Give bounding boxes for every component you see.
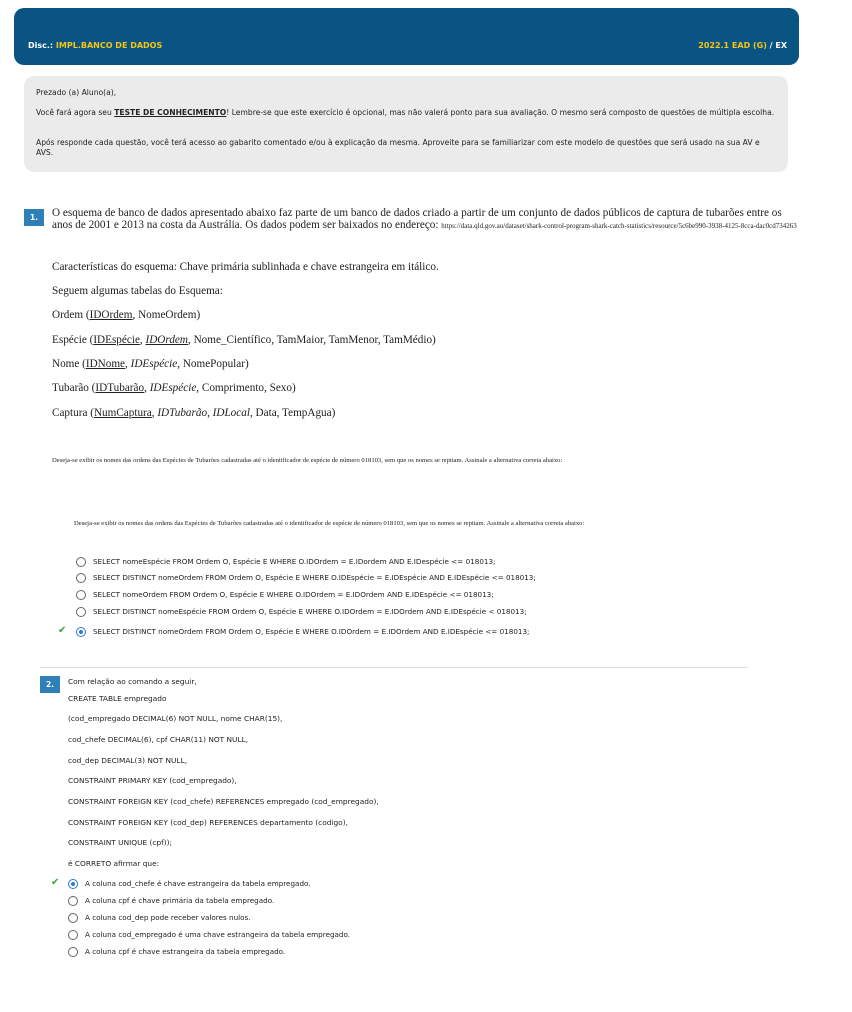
option-label: SELECT DISTINCT nomeEspécie FROM Ordem O, Espécie E WHERE O.IDOrdem = E.IDOrdem AND E.IDEspécie < 018013; — [93, 607, 527, 616]
radio-button[interactable] — [68, 913, 78, 923]
question-1-prompt: Deseja-se exibir os nomes das ordens das Espécies de Tubarões cadastradas até o identificador de espécie de número 018103, sem que os nomes se repitam. Assinale a alternativa correta abaixo: — [52, 457, 563, 464]
table-name: Nome ( — [52, 358, 86, 370]
radio-button[interactable] — [68, 930, 78, 940]
schema-table-especie — [52, 334, 436, 346]
q2-line: Com relação ao comando a seguir, — [68, 677, 197, 686]
schema-table-ordem — [52, 309, 200, 321]
foreign-key: IDOrdem — [145, 334, 188, 346]
radio-button[interactable] — [76, 557, 86, 567]
instructions-panel — [24, 76, 788, 172]
p1-end: ! Lembre-se que este exercício é opcional, mas não valerá ponto para sua avaliação. O mesmo será composto de questões de múltipla escolha. — [226, 108, 775, 117]
schema-table-captura — [52, 407, 335, 419]
foreign-key: IDTubarão — [157, 407, 208, 419]
question-1-body: O esquema de banco de dados apresentado abaixo faz parte de um banco de dados criado a partir de um conjunto de dados públicos de captura de tubarões entre os anos de 2001 e 2013 na costa da Austrália. Os dados podem ser baixados no endereço: — [52, 207, 782, 231]
foreign-key: IDLocal — [212, 407, 250, 419]
option-label: A coluna cod_empregado é uma chave estrangeira da tabela empregado. — [85, 930, 351, 939]
option-label: SELECT nomeOrdem FROM Ordem O, Espécie E WHERE O.IDOrdem = E.IDOrdem AND E.IDEspécie <= 018013; — [93, 590, 494, 599]
greeting: Prezado (a) Aluno(a), — [36, 88, 117, 97]
course-header — [14, 8, 799, 65]
schema-table-tubarao — [52, 382, 296, 394]
primary-key: IDOrdem — [89, 309, 133, 321]
separator: , — [139, 334, 146, 346]
instructions-paragraph-2: Após responde cada questão, você terá acesso ao gabarito comentado e/ou à explicação da mesma. Aproveite para se familiarizar com este modelo de questões que será usado na sua AV e AVS. — [36, 138, 760, 157]
radio-button[interactable] — [76, 607, 86, 617]
question-number-badge: 2. — [40, 676, 60, 693]
radio-button-selected[interactable] — [76, 627, 86, 637]
question-number-badge: 1. — [24, 209, 44, 226]
question-divider — [40, 667, 748, 668]
disc-prefix: Disc.: — [28, 41, 54, 50]
separator: , — [151, 407, 158, 419]
q2-line: CREATE TABLE empregado — [68, 694, 167, 703]
radio-button[interactable] — [76, 573, 86, 583]
teste-conhecimento-emphasis: TESTE DE CONHECIMENTO — [114, 108, 227, 117]
option-label: SELECT DISTINCT nomeOrdem FROM Ordem O, Espécie E WHERE O.IDEspécie = E.IDEspécie AND E.IDEspécie <= 018013; — [93, 573, 536, 582]
separator: , — [125, 358, 131, 370]
radio-button[interactable] — [68, 947, 78, 957]
foreign-key: IDEspécie — [149, 382, 197, 394]
primary-key: IDTubarão — [95, 382, 145, 394]
option-label: A coluna cpf é chave primária da tabela empregado. — [85, 896, 275, 905]
check-icon: ✔ — [51, 877, 60, 888]
instructions-paragraph-1 — [36, 108, 778, 118]
radio-button-selected[interactable] — [68, 879, 78, 889]
table-columns: , Comprimento, Sexo) — [196, 382, 296, 394]
radio-button[interactable] — [68, 896, 78, 906]
foreign-key: IDEspécie — [130, 358, 178, 370]
primary-key: IDNome — [85, 358, 126, 370]
option-label: A coluna cpf é chave estrangeira da tabela empregado. — [85, 947, 286, 956]
option-label: SELECT nomeEspécie FROM Ordem O, Espécie E WHERE O.IDOrdem = E.IDordem AND E.IDespécie <= 018013; — [93, 557, 496, 566]
q2-line: CONSTRAINT FOREIGN KEY (cod_chefe) REFERENCES empregado (cod_empregado), — [68, 797, 379, 806]
table-columns: , NomeOrdem) — [132, 309, 201, 321]
table-name: Tubarão ( — [52, 382, 96, 394]
radio-button[interactable] — [76, 590, 86, 600]
schema-intro: Seguem algumas tabelas do Esquema: — [52, 285, 223, 297]
course-name: IMPL.BANCO DE DADOS — [55, 41, 163, 50]
table-columns: , Data, TempAgua) — [249, 407, 336, 419]
dataset-url: https://data.qld.gov.au/dataset/shark-control-program-shark-catch-statistics/resource/5c6be990-3938-4125-8cca-dac0cd734263 — [441, 222, 797, 230]
option-label: SELECT DISTINCT nomeOrdem FROM Ordem O, Espécie E WHERE O.IDOrdem = E.IDOrdem AND E.IDEspécie <= 018013; — [93, 627, 530, 636]
primary-key: IDEspécie — [93, 334, 140, 346]
q2-line: (cod_empregado DECIMAL(6) NOT NULL, nome CHAR(15), — [68, 714, 283, 723]
period-code: 2022.1 EAD (G) — [698, 41, 767, 50]
option-label: A coluna cod_dep pode receber valores nulos. — [85, 913, 251, 922]
table-name: Captura ( — [52, 407, 94, 419]
q2-line: CONSTRAINT UNIQUE (cpf)); — [68, 838, 173, 847]
check-icon: ✔ — [58, 625, 67, 636]
table-name: Ordem ( — [52, 309, 90, 321]
question-1-prompt-repeat: Deseja-se exibir os nomes das ordens das Espécies de Tubarões cadastradas até o identificador de espécie de número 018103, sem que os nomes se repitam. Assinale a alternativa correta abaixo: — [74, 520, 585, 527]
schema-table-nome — [52, 358, 249, 370]
separator: , — [207, 407, 213, 419]
separator: , — [144, 382, 150, 394]
schema-characteristics: Características do esquema: Chave primária sublinhada e chave estrangeira em itálico. — [52, 261, 439, 273]
period-label — [698, 41, 787, 50]
q2-line: cod_dep DECIMAL(3) NOT NULL, — [68, 756, 188, 765]
option-label: A coluna cod_chefe é chave estrangeira da tabela empregado. — [85, 879, 311, 888]
q2-line: é CORRETO afirmar que: — [68, 859, 160, 868]
q2-line: cod_chefe DECIMAL(6), cpf CHAR(11) NOT NULL, — [68, 735, 249, 744]
period-type: / EX — [766, 41, 787, 50]
p1-start: Você fará agora seu — [36, 108, 115, 117]
table-name: Espécie ( — [52, 334, 94, 346]
question-1-text — [52, 207, 798, 232]
primary-key: NumCaptura — [93, 407, 152, 419]
discipline-label — [28, 41, 162, 50]
table-columns: , NomePopular) — [177, 358, 249, 370]
q2-line: CONSTRAINT PRIMARY KEY (cod_empregado), — [68, 776, 237, 785]
q2-line: CONSTRAINT FOREIGN KEY (cod_dep) REFERENCES departamento (codigo), — [68, 818, 348, 827]
table-columns: , Nome_Científico, TamMaior, TamMenor, TamMédio) — [187, 334, 436, 346]
